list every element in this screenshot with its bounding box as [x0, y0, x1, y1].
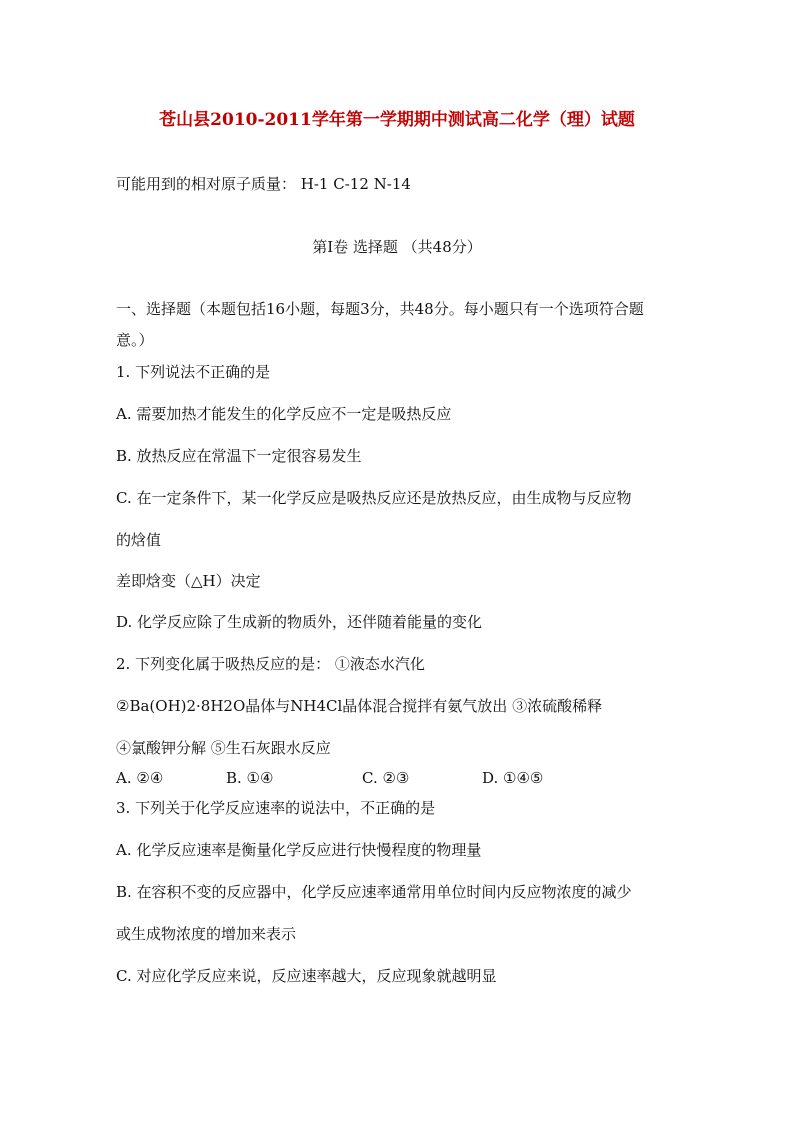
instructions-line-2: 意。） — [116, 331, 154, 349]
q2-line-2: ②Ba(OH)2·8H2O晶体与NH4Cl晶体混合搅拌有氨气放出 ③浓硫酸稀释 — [116, 697, 603, 715]
section-title: 第Ⅰ卷 选择题 （共48分） — [312, 238, 482, 256]
q1-option-c-line-1: C. 在一定条件下，某一化学反应是吸热反应还是放热反应，由生成物与反应物 — [116, 489, 632, 507]
q3-option-b-line-2: 或生成物浓度的增加来表示 — [116, 925, 297, 943]
q2-option-b: B. ①④ — [226, 769, 274, 787]
atomic-mass-line: 可能用到的相对原子质量： H-1 C-12 N-14 — [116, 175, 411, 193]
q2-stem: 2. 下列变化属于吸热反应的是： ①液态水汽化 — [116, 655, 425, 673]
q3-stem: 3. 下列关于化学反应速率的说法中，不正确的是 — [116, 799, 436, 817]
q2-option-c: C. ②③ — [362, 769, 410, 787]
q1-option-a: A. 需要加热才能发生的化学反应不一定是吸热反应 — [116, 405, 452, 423]
q1-option-c-line-3: 差即焓变（△H）决定 — [116, 572, 261, 590]
q2-line-3: ④氯酸钾分解 ⑤生石灰跟水反应 — [116, 739, 331, 757]
q1-option-c-line-2: 的焓值 — [116, 531, 162, 549]
q3-option-c: C. 对应化学反应来说，反应速率越大，反应现象就越明显 — [116, 967, 497, 985]
q3-option-a: A. 化学反应速率是衡量化学反应进行快慢程度的物理量 — [116, 841, 482, 859]
q3-option-b-line-1: B. 在容积不变的反应器中，化学反应速率通常用单位时间内反应物浓度的减少 — [116, 883, 632, 901]
q2-option-d: D. ①④⑤ — [482, 769, 544, 787]
q2-option-a: A. ②④ — [116, 769, 164, 787]
q1-option-d: D. 化学反应除了生成新的物质外，还伴随着能量的变化 — [116, 613, 483, 631]
q1-option-b: B. 放热反应在常温下一定很容易发生 — [116, 447, 362, 465]
exam-title: 苍山县2010-2011学年第一学期期中测试高二化学（理）试题 — [159, 110, 635, 130]
instructions-line-1: 一、选择题（本题包括16小题，每题3分，共48分。每小题只有一个选项符合题 — [116, 300, 644, 318]
q1-stem: 1. 下列说法不正确的是 — [116, 363, 271, 381]
